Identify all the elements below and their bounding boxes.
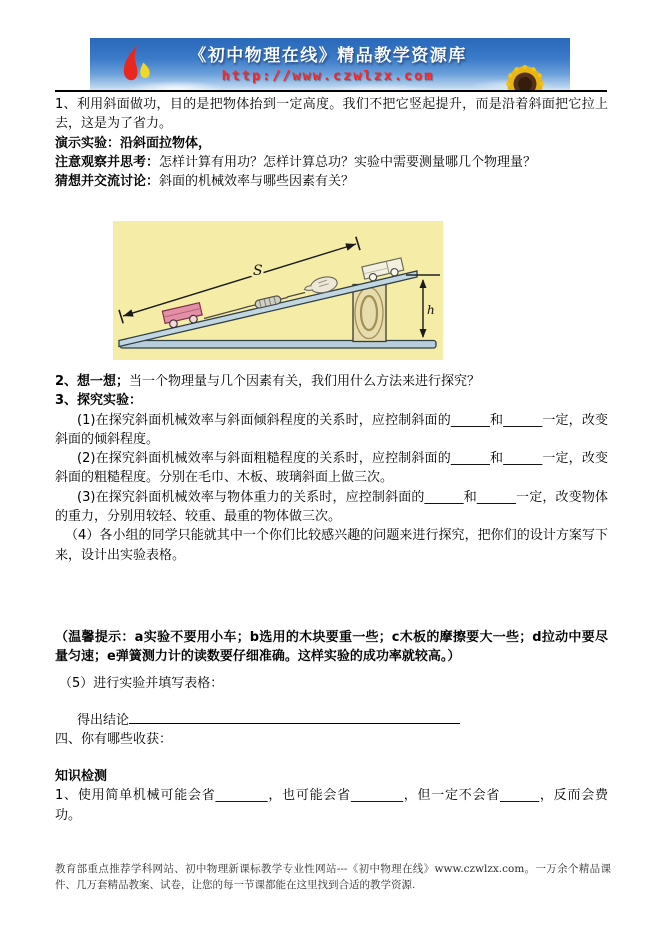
sunflower-icon — [482, 48, 568, 91]
explore-item-1: (1)在探究斜面机械效率与斜面倾斜程度的关系时，应控制斜面的______和______一定，改变斜面的倾斜程度。 — [55, 412, 608, 447]
conclusion-line — [55, 710, 608, 730]
explore-item-2: (2)在探究斜面机械效率与斜面粗糙程度的关系时，应控制斜面的______和______一定，改变斜面的粗糙程度。分别在毛巾、木板、玻璃斜面上做三次。 — [55, 451, 608, 486]
explore-item-3: (3)在探究斜面机械效率与物体重力的关系时，应控制斜面的______和______一定，改变物体的重力，分别用较轻、较重、最重的物体做三次。 — [55, 489, 608, 525]
observe-label: 注意观察并思考： — [55, 154, 160, 170]
tips-section — [55, 628, 608, 749]
check-question-1: 1、使用简单机械可能会省________，也可能会省________，但一定不会省______，反而会费功。 — [55, 788, 608, 823]
site-logo-icon — [114, 42, 160, 87]
think-label: 2、想一想； — [55, 374, 130, 389]
check-title: 知识检测 — [55, 769, 108, 784]
demo-experiment-label: 演示实验： — [55, 135, 121, 151]
observe-line — [55, 153, 608, 172]
conclusion-blank — [129, 710, 460, 724]
explore-section — [55, 372, 608, 565]
h-dimension-label: h — [427, 303, 435, 317]
explore-item-5: （5）进行实验并填写表格： — [59, 675, 224, 691]
demo-experiment-line — [55, 134, 608, 153]
banner-title: 《初中物理在线》精品教学资源库 — [189, 46, 467, 66]
paragraph-incline-purpose: 1、利用斜面做功，目的是把物体抬到一定高度。我们不把它竖起提升，而是沿着斜面把它拉上去，这是为了省力。 — [55, 97, 608, 132]
wood-block — [353, 285, 386, 342]
section4-heading: 四、你有哪些收获： — [55, 732, 173, 748]
s-dimension-label: S — [253, 263, 263, 279]
site-banner — [90, 38, 570, 91]
think-text: 当一个物理量与几个因素有关，我们用什么方法来进行探究？ — [129, 374, 481, 389]
explore-item-4: （4）各小组的同学只能就其中一个你们比较感兴趣的问题来进行探究，把你们的设计方案写下来，设计出实验表格。 — [55, 528, 608, 563]
discuss-line — [55, 172, 608, 191]
explore-heading: 3、探究实验： — [55, 393, 143, 409]
think-line — [55, 372, 608, 391]
knowledge-check-section — [55, 767, 608, 825]
observe-text: 怎样计算有用功？怎样计算总功？实验中需要测量哪几个物理量？ — [159, 154, 537, 170]
incline-experiment-figure — [113, 221, 443, 360]
footer-promo-text: 教育部重点推荐学科网站、初中物理新课标教学专业性网站---《初中物理在线》www.czwlzx.com。一万余个精品课件、几万套精品教案、试卷，让您的每一节课都能在这里找到合适的教学资源. — [55, 863, 611, 891]
base-board — [120, 341, 436, 349]
discuss-label: 猜想并交流讨论： — [55, 174, 160, 190]
discuss-text: 斜面的机械效率与哪些因素有关？ — [159, 174, 355, 190]
tips-paragraph: （温馨提示：a实验不要用小车；b选用的木块要重一些；c木板的摩擦要大一些；d拉动中要尽量匀速；e弹簧测力计的读数要仔细准确。这样实验的成功率就较高。） — [55, 630, 608, 665]
figure-background — [113, 221, 443, 360]
intro-section — [55, 95, 608, 191]
demo-experiment-text: 沿斜面拉物体， — [120, 135, 212, 151]
conclusion-label: 得出结论 — [77, 712, 130, 728]
banner-url-link[interactable]: http://www.czwlzx.com — [221, 68, 435, 84]
header-divider — [55, 90, 607, 92]
